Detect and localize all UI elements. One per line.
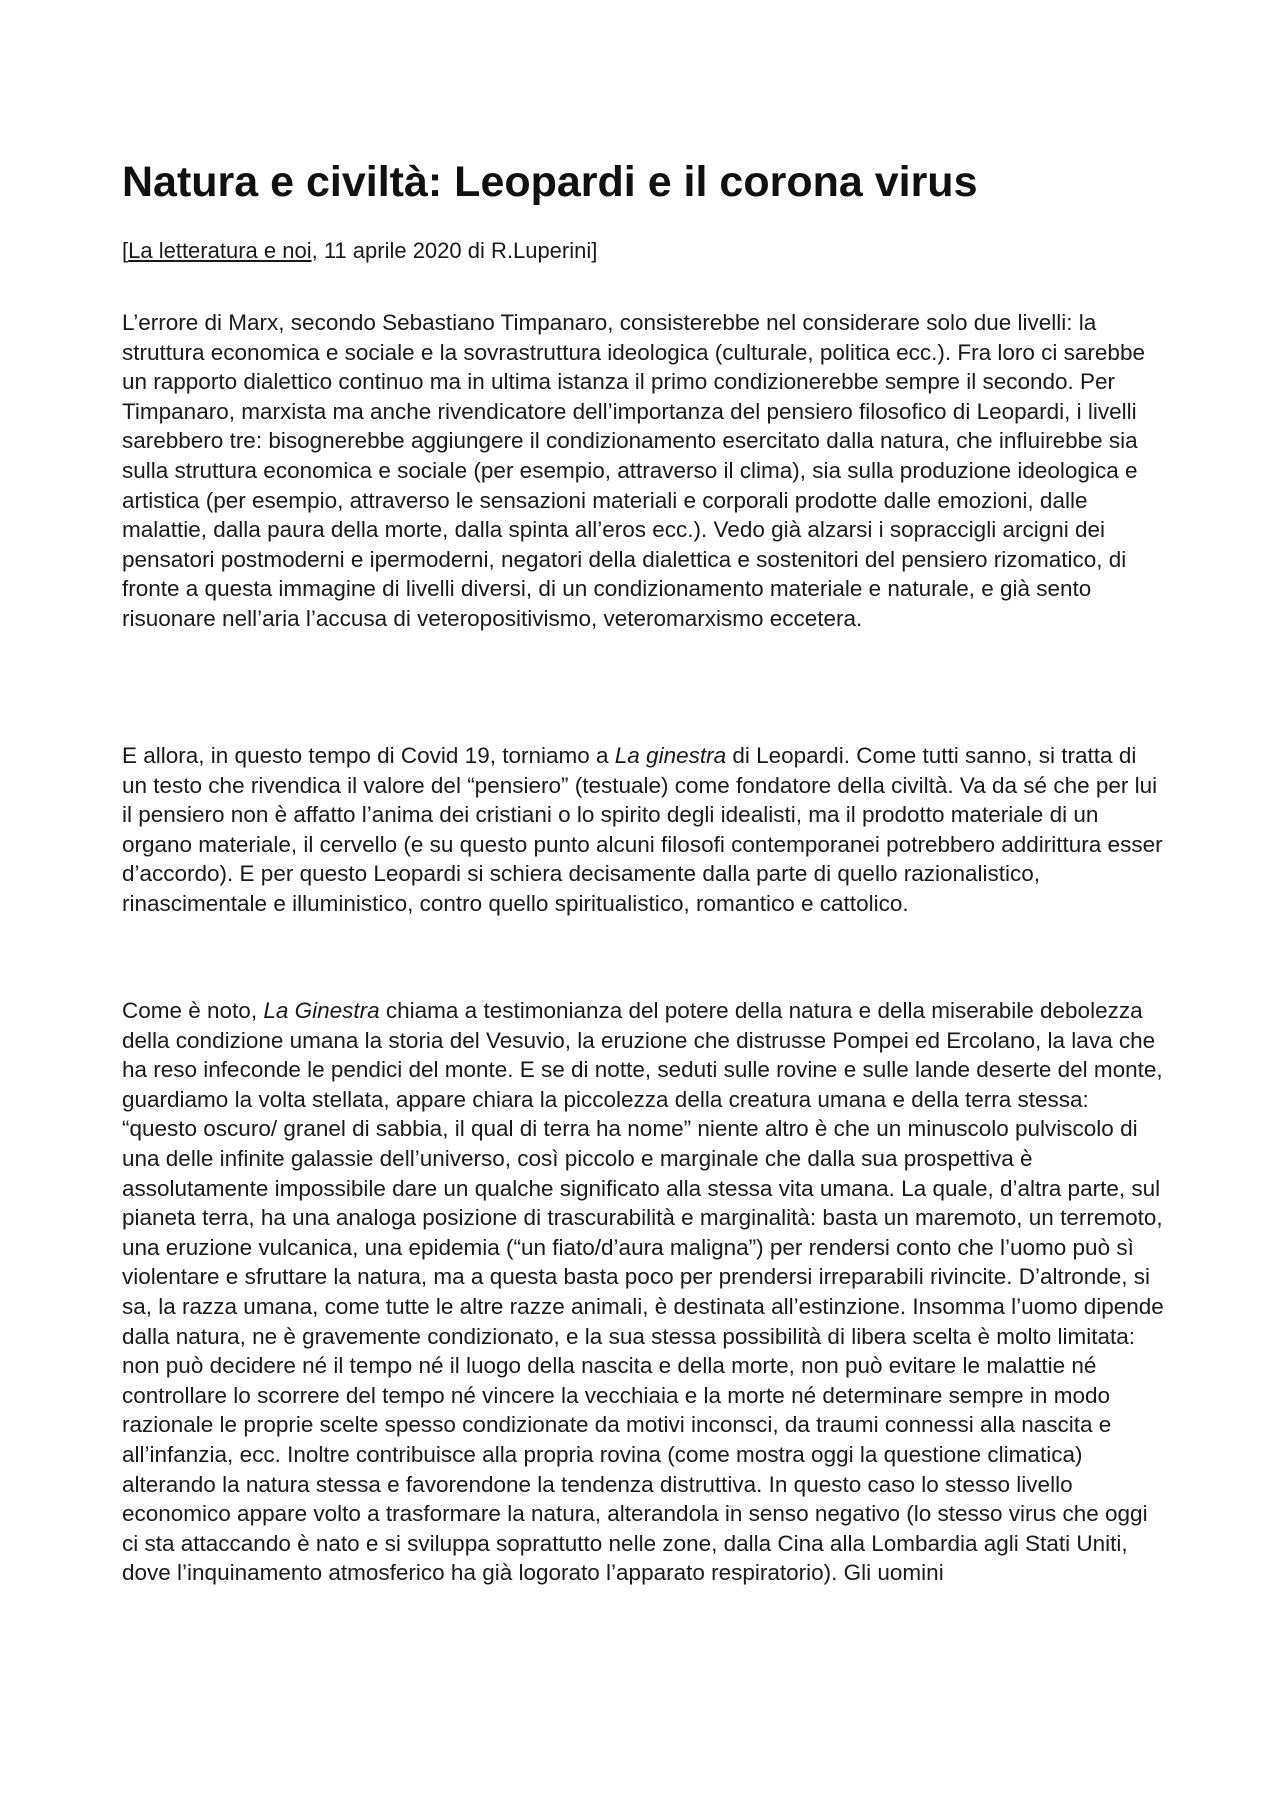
paragraph-3 [122,996,1167,1588]
paragraph-3-intro: Come è noto, [122,998,264,1023]
paragraph-2-body: di Leopardi. Come tutti sanno, si tratta di un testo che rivendica il valore del “pensiero” (testuale) come fondatore della civiltà. Va da sé che per lui il pensiero non è affatto l’anima dei cristiani o lo spirito degli idealisti, ma il prodotto materiale di un organo materiale, il cervello (e su questo punto alcuni filosofi contemporanei potrebbero addirittura esser d’accordo). E per questo Leopardi si schiera decisamente dalla parte di quello razionalistico, rinascimentale e illuministico, contro quello spiritualistico, romantico e cattolico. [122,743,1163,916]
article-title: Natura e civiltà: Leopardi e il corona virus [122,158,978,206]
paragraph-2-intro: E allora, in questo tempo di Covid 19, torniamo a [122,743,615,768]
work-title-la-ginestra: La ginestra [614,743,727,768]
paragraph-1: L’errore di Marx, secondo Sebastiano Timpanaro, consisterebbe nel considerare solo due livelli: la struttura economica e sociale e la sovrastruttura ideologica (culturale, politica ecc.). Fra loro ci sarebbe un rapporto dialettico continuo ma in ultima istanza il primo condizionerebbe sempre il secondo. Per Timpanaro, marxista ma anche rivendicatore dell’importanza del pensiero filosofico di Leopardi, i livelli sarebbero tre: bisognerebbe aggiungere il condizionamento esercitato dalla natura, che influirebbe sia sulla struttura economica e sociale (per esempio, attraverso il clima), sia sulla produzione ideologica e artistica (per esempio, attraverso le sensazioni materiali e corporali prodotte dalle emozioni, dalle malattie, dalla paura della morte, dalla spinta all’eros ecc.). Vedo già alzarsi i sopraccigli arcigni dei pensatori postmoderni e ipermoderni, negatori della dialettica e sostenitori del pensiero rizomatico, di fronte a questa immagine di livelli diversi, di un condizionamento materiale e naturale, e già sento risuonare nell’aria l’accusa di veteropositivismo, veteromarxismo eccetera. [122,310,1145,631]
byline-date-author: , 11 aprile 2020 di R.Luperini [311,238,592,263]
work-title-la-ginestra-2: La Ginestra [263,998,380,1023]
source-link[interactable]: La letteratura e noi [128,238,312,263]
article-byline [122,237,597,265]
byline-open-bracket: [ [122,238,129,263]
paragraph-3-body: chiama a testimonianza del potere della natura e della miserabile debolezza della condizione umana la storia del Vesuvio, la eruzione che distrusse Pompei ed Ercolano, la lava che ha reso infeconde le pendici del monte. E se di notte, seduti sulle rovine e sulle lande deserte del monte, guardiamo la volta stellata, appare chiara la piccolezza della creatura umana e della terra stessa: “questo oscuro/ granel di sabbia, il qual di terra ha nome” niente altro è che un minuscolo pulviscolo di una delle infinite galassie dell’universo, così piccolo e marginale che dalla sua prospettiva è assolutamente impossibile dare un qualche significato alla stessa vita umana. La quale, d’altra parte, sul pianeta terra, ha una analoga posizione di trascurabilità e marginalità: basta un maremoto, un terremoto, una eruzione vulcanica, una epidemia (“un fiato/d’aura maligna”) per rendersi conto che l’uomo può sì violentare e sfruttare la natura, ma a questa basta poco per prendersi irreparabili rivincite. D’altronde, si sa, la razza umana, come tutte le altre razze animali, è destinata all’estinzione. Insomma l’uomo dipende dalla natura, ne è gravemente condizionato, e la sua stessa possibilità di libera scelta è molto limitata: non può decidere né il tempo né il luogo della nascita e della morte, non può evitare le malattie né controllare lo scorrere del tempo né vincere la vecchiaia e la morte né determinare sempre in modo razionale le proprie scelte spesso condizionate da motivi inconsci, da traumi connessi alla nascita e all’infanzia, ecc. Inoltre contribuisce alla propria rovina (come mostra oggi la questione climatica) alterando la natura stessa e favorendone la tendenza distruttiva. In questo caso lo stesso livello economico appare volto a trasformare la natura, alterandola in senso negativo (lo stesso virus che oggi ci sta attaccando è nato e si sviluppa soprattutto nelle zone, dalla Cina alla Lombardia agli Stati Uniti, dove l’inquinamento atmosferico ha già logorato l’apparato respiratorio). Gli uomini [122,998,1164,1586]
paragraph-2 [122,741,1167,919]
byline-close-bracket: ] [591,238,598,263]
